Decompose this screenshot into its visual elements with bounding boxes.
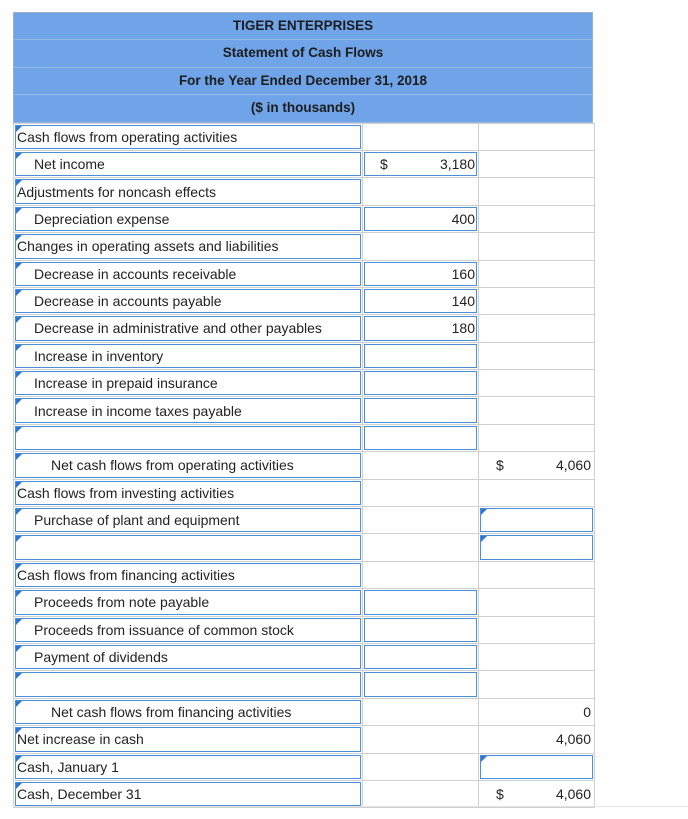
- statement-row: [14, 150, 595, 177]
- total-input[interactable]: [480, 535, 593, 559]
- amount-cell: [363, 123, 479, 150]
- row-label-cell: [14, 726, 363, 753]
- statement-row: [14, 726, 595, 753]
- total-value: 4,060: [555, 457, 591, 474]
- row-label-cell: [14, 233, 363, 260]
- dropdown-indicator-icon: [16, 345, 22, 351]
- amount-cell: [363, 452, 479, 479]
- amount-cell: [363, 507, 479, 534]
- row-label: Cash, December 31: [17, 786, 142, 803]
- statement-row: [14, 671, 595, 698]
- amount-input[interactable]: [364, 672, 477, 696]
- statement-row: [14, 260, 595, 287]
- dropdown-indicator-icon: [16, 399, 22, 405]
- total-cell[interactable]: [479, 534, 595, 561]
- row-label-cell: [14, 260, 363, 287]
- currency-symbol: $: [380, 156, 388, 173]
- row-label-cell: [14, 534, 363, 561]
- row-label: Purchase of plant and equipment: [34, 512, 240, 529]
- total-cell: [479, 698, 595, 725]
- amount-input[interactable]: [364, 618, 477, 642]
- statement-row: [14, 643, 595, 670]
- row-label: Decrease in accounts payable: [34, 293, 222, 310]
- dropdown-indicator-icon: [16, 317, 22, 323]
- row-label-cell: [14, 643, 363, 670]
- total-cell: [479, 123, 595, 150]
- row-label: Net cash flows from operating activities: [51, 457, 294, 474]
- statement-row: [14, 534, 595, 561]
- amount-input[interactable]: [364, 426, 477, 450]
- dropdown-indicator-icon: [481, 509, 487, 515]
- amount-input[interactable]: [364, 590, 477, 614]
- amount-cell[interactable]: [363, 671, 479, 698]
- statement-row: [14, 780, 595, 807]
- total-cell: [479, 616, 595, 643]
- amount-cell[interactable]: [363, 643, 479, 670]
- dropdown-indicator-icon: [16, 208, 22, 214]
- dropdown-indicator-icon: [16, 619, 22, 625]
- label-dropdown-input[interactable]: [15, 535, 361, 559]
- row-label-cell: [14, 370, 363, 397]
- total-cell: [479, 671, 595, 698]
- amount-cell: [363, 534, 479, 561]
- statement-row: [14, 370, 595, 397]
- dropdown-indicator-icon: [16, 509, 22, 515]
- statement-row: [14, 205, 595, 232]
- row-label-cell: [14, 561, 363, 588]
- total-cell: [479, 150, 595, 177]
- row-label: Cash flows from operating activities: [17, 128, 238, 145]
- amount-cell[interactable]: [363, 424, 479, 451]
- amount-value: 3,180: [439, 156, 475, 173]
- row-label-cell: [14, 780, 363, 807]
- row-label: Decrease in administrative and other payables: [34, 320, 322, 337]
- row-label: Depreciation expense: [34, 210, 170, 227]
- total-input[interactable]: [480, 755, 593, 779]
- row-label-cell: [14, 123, 363, 150]
- total-cell: [479, 643, 595, 670]
- row-label-cell: [14, 178, 363, 205]
- row-label: Adjustments for noncash effects: [17, 183, 216, 200]
- row-label-cell: [14, 452, 363, 479]
- statement-row: [14, 342, 595, 369]
- amount-value: 180: [451, 320, 475, 337]
- row-label-cell: [14, 342, 363, 369]
- total-cell: [479, 452, 595, 479]
- amount-value: 400: [451, 210, 475, 227]
- statement-period: For the Year Ended December 31, 2018: [13, 68, 593, 95]
- statement-row: [14, 315, 595, 342]
- total-cell: [479, 287, 595, 314]
- total-cell: [479, 561, 595, 588]
- amount-cell: [363, 753, 479, 780]
- amount-value: 160: [451, 265, 475, 282]
- row-label-cell: [14, 671, 363, 698]
- statement-row: [14, 561, 595, 588]
- row-label: Proceeds from issuance of common stock: [34, 621, 294, 638]
- label-dropdown-input[interactable]: [15, 672, 361, 696]
- total-input[interactable]: [480, 508, 593, 532]
- row-label-cell: [14, 315, 363, 342]
- statement-row: [14, 233, 595, 260]
- statement-row: [14, 616, 595, 643]
- amount-cell: [363, 479, 479, 506]
- amount-cell[interactable]: [363, 370, 479, 397]
- row-label-cell: [14, 397, 363, 424]
- dropdown-indicator-icon: [16, 646, 22, 652]
- row-label: Decrease in accounts receivable: [34, 265, 237, 282]
- amount-cell[interactable]: [363, 616, 479, 643]
- dropdown-indicator-icon: [481, 536, 487, 542]
- total-cell: [479, 589, 595, 616]
- dropdown-indicator-icon: [16, 372, 22, 378]
- total-cell: [479, 233, 595, 260]
- row-label-cell: [14, 479, 363, 506]
- total-cell: [479, 370, 595, 397]
- amount-cell[interactable]: [363, 150, 479, 177]
- page-divider: [13, 806, 688, 807]
- row-label: Changes in operating assets and liabilities: [17, 238, 279, 255]
- amount-cell: [363, 178, 479, 205]
- total-cell: [479, 205, 595, 232]
- total-cell: [479, 780, 595, 807]
- amount-cell[interactable]: [363, 315, 479, 342]
- row-label-cell: [14, 589, 363, 616]
- currency-symbol: $: [496, 457, 504, 474]
- dropdown-indicator-icon: [16, 591, 22, 597]
- amount-input[interactable]: [364, 371, 477, 395]
- row-label: Net increase in cash: [17, 731, 144, 748]
- row-label: Proceeds from note payable: [34, 594, 210, 611]
- amount-cell: [363, 726, 479, 753]
- dropdown-indicator-icon: [16, 536, 22, 542]
- row-label-cell: [14, 698, 363, 725]
- statement-row: [14, 178, 595, 205]
- statement-units: ($ in thousands): [13, 95, 593, 122]
- row-label: Cash, January 1: [17, 758, 119, 775]
- amount-cell: [363, 780, 479, 807]
- statement-row: [14, 479, 595, 506]
- statement-row: [14, 123, 595, 150]
- total-cell: [479, 397, 595, 424]
- amount-cell[interactable]: [363, 589, 479, 616]
- amount-cell[interactable]: [363, 287, 479, 314]
- total-value: 0: [583, 703, 591, 720]
- total-cell: [479, 726, 595, 753]
- amount-input[interactable]: [364, 398, 477, 422]
- statement-title: Statement of Cash Flows: [13, 40, 593, 67]
- row-label-cell: [14, 616, 363, 643]
- statement-row: [14, 287, 595, 314]
- total-cell: [479, 315, 595, 342]
- dropdown-indicator-icon: [481, 756, 487, 762]
- cash-flow-worksheet: [13, 12, 593, 808]
- amount-cell[interactable]: [363, 397, 479, 424]
- statement-row: [14, 753, 595, 780]
- row-label-cell: [14, 753, 363, 780]
- row-label-cell: [14, 150, 363, 177]
- dropdown-indicator-icon: [16, 673, 22, 679]
- dropdown-indicator-icon: [16, 701, 22, 707]
- amount-cell[interactable]: [363, 205, 479, 232]
- amount-cell: [363, 561, 479, 588]
- row-label-cell: [14, 205, 363, 232]
- company-name: TIGER ENTERPRISES: [13, 12, 593, 40]
- row-label: Cash flows from investing activities: [17, 484, 235, 501]
- amount-value: 140: [451, 293, 475, 310]
- total-value: 4,060: [555, 786, 591, 803]
- label-dropdown-input[interactable]: [15, 426, 361, 450]
- row-label: Net cash flows from financing activities: [51, 703, 292, 720]
- total-cell: [479, 479, 595, 506]
- statement-row: [14, 424, 595, 451]
- amount-input[interactable]: [364, 645, 477, 669]
- total-cell: [479, 178, 595, 205]
- statement-row: [14, 698, 595, 725]
- row-label: Increase in prepaid insurance: [34, 375, 218, 392]
- statement-row: [14, 397, 595, 424]
- total-cell: [479, 260, 595, 287]
- dropdown-indicator-icon: [16, 427, 22, 433]
- amount-cell: [363, 233, 479, 260]
- total-value: 4,060: [555, 731, 591, 748]
- dropdown-indicator-icon: [16, 153, 22, 159]
- total-cell: [479, 424, 595, 451]
- currency-symbol: $: [496, 786, 504, 803]
- amount-cell[interactable]: [363, 342, 479, 369]
- dropdown-indicator-icon: [16, 454, 22, 460]
- total-cell: [479, 342, 595, 369]
- cash-flow-table: [13, 123, 595, 809]
- row-label: Cash flows from financing activities: [17, 567, 235, 583]
- statement-row: [14, 589, 595, 616]
- dropdown-indicator-icon: [16, 290, 22, 296]
- amount-cell[interactable]: [363, 260, 479, 287]
- row-label: Payment of dividends: [34, 649, 168, 666]
- row-label-cell: [14, 424, 363, 451]
- total-cell[interactable]: [479, 753, 595, 780]
- row-label-cell: [14, 507, 363, 534]
- statement-row: [14, 452, 595, 479]
- dropdown-indicator-icon: [16, 263, 22, 269]
- amount-cell: [363, 698, 479, 725]
- row-label: Net income: [34, 156, 105, 173]
- row-label-cell: [14, 287, 363, 314]
- amount-input[interactable]: [364, 344, 477, 368]
- statement-row: [14, 507, 595, 534]
- total-cell[interactable]: [479, 507, 595, 534]
- row-label: Increase in inventory: [34, 347, 164, 364]
- row-label: Increase in income taxes payable: [34, 402, 242, 419]
